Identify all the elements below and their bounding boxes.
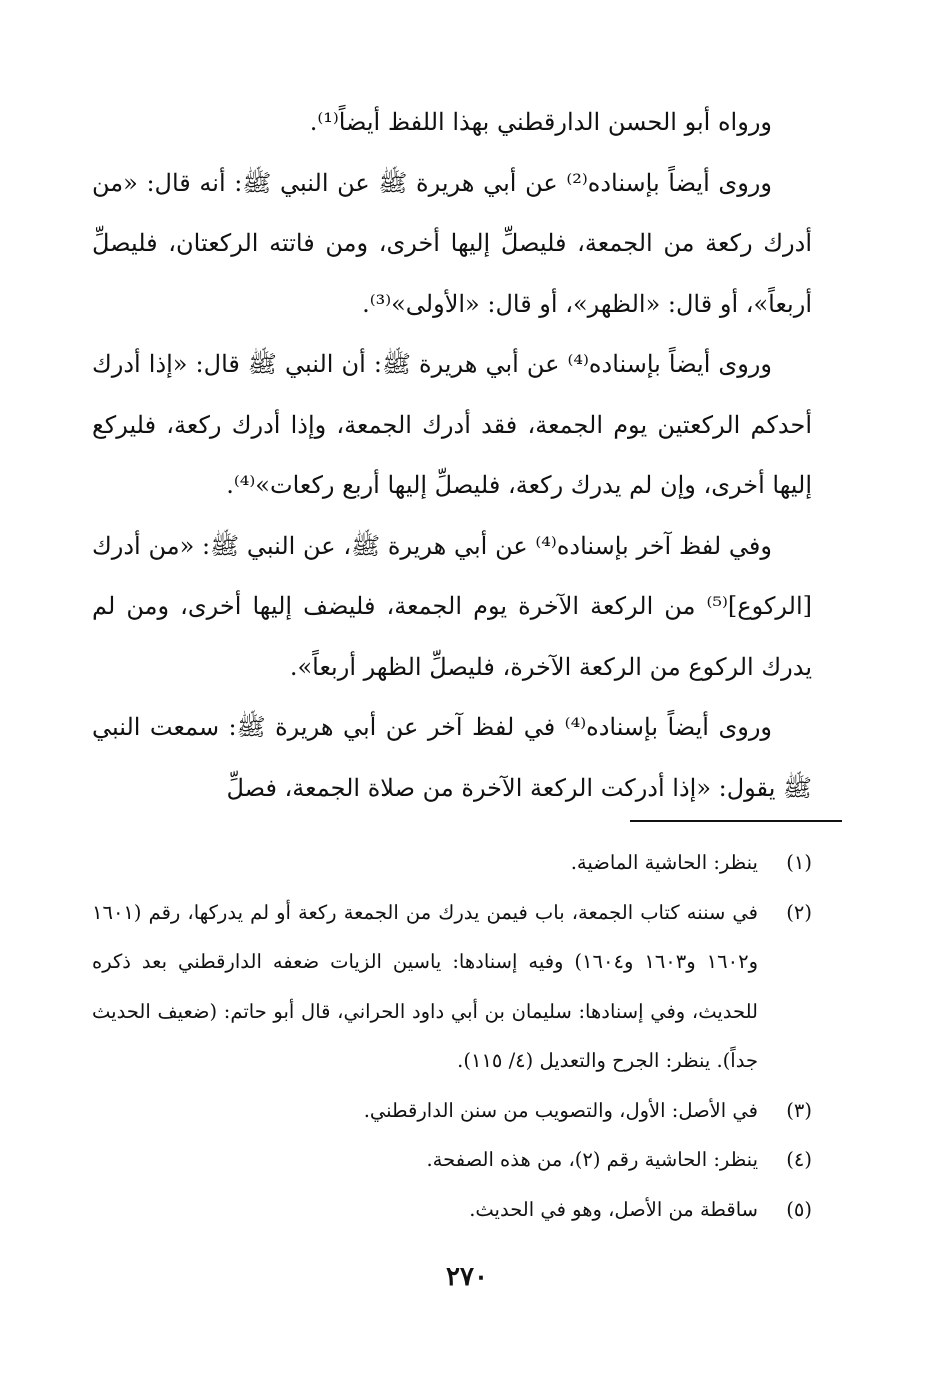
footnote-number: (٥) xyxy=(786,1197,812,1221)
paragraph-3: وروى أيضاً بإسناده⁽⁴⁾ عن أبي هريرة ﷺ: أن النبي ﷺ قال: «إذا أدرك أحدكم الركعتين يوم الجمعة، فقد أدرك الجمعة، وإذا أدرك ركعة، فليركع إليها أخرى، وإن لم يدرك ركعة، فليصلِّ إليها أربع ركعات»⁽⁴⁾. xyxy=(92,350,812,499)
footnote-number: (٤) xyxy=(786,1148,812,1171)
paragraph-1: ورواه أبو الحسن الدارقطني بهذا اللفظ أيضاً⁽¹⁾. xyxy=(309,108,772,136)
page-number: ٢٧٠ xyxy=(446,1262,488,1292)
footnote-text: ينظر: الحاشية رقم (٢)، من هذه الصفحة. xyxy=(426,1148,758,1171)
footnote-3 xyxy=(92,1086,812,1136)
footnote-text: ينظر: الحاشية الماضية. xyxy=(570,851,758,874)
footnote-number: (٣) xyxy=(786,1098,812,1122)
main-text xyxy=(92,92,812,818)
footnote-5 xyxy=(92,1185,812,1235)
paragraph-5: وروى أيضاً بإسناده⁽⁴⁾ في لفظ آخر عن أبي هريرة ﷺ: سمعت النبي ﷺ يقول: «إذا أدركت الركعة الآخرة من صلاة الجمعة، فصلِّ xyxy=(92,713,812,802)
paragraph-4: وفي لفظ آخر بإسناده⁽⁴⁾ عن أبي هريرة ﷺ، عن النبي ﷺ: «من أدرك [الركوع]⁽⁵⁾ من الركعة الآخرة يوم الجمعة، فليضف إليها أخرى، ومن لم يدرك الركوع من الركعة الآخرة، فليصلِّ الظهر أربعاً». xyxy=(92,531,812,681)
footnote-text: ساقطة من الأصل، وهو في الحديث. xyxy=(469,1197,758,1221)
footnotes xyxy=(92,838,812,1234)
footnote-number: (١) xyxy=(786,851,812,874)
footnote-number: (٢) xyxy=(786,900,812,924)
footnote-4 xyxy=(92,1135,812,1185)
footnote-1 xyxy=(92,838,812,888)
footnote-text: في سننه كتاب الجمعة، باب فيمن يدرك من الجمعة ركعة أو لم يدركها، رقم (١٦٠١ و١٦٠٢ و١٦٠٣ و١٦٠٤) وفيه إسنادها: ياسين الزيات ضعفه الدارقطني بعد ذكره للحديث، وفي إسنادها: سليمان بن أبي داود الحراني، قال أبو حاتم: (ضعيف الحديث جداً). ينظر: الجرح والتعديل (٤/ ١١٥). xyxy=(92,900,758,1072)
footnote-separator xyxy=(630,820,842,822)
footnote-text: في الأصل: الأول، والتصويب من سنن الدارقطني. xyxy=(363,1098,758,1122)
paragraph-2: وروى أيضاً بإسناده⁽²⁾ عن أبي هريرة ﷺ عن النبي ﷺ: أنه قال: «من أدرك ركعة من الجمعة، فليصلِّ إليها أخرى، ومن فاتته الركعتان، فليصلِّ أربعاً»، أو قال: «الظهر»، أو قال: «الأولى»⁽³⁾. xyxy=(92,168,812,318)
footnote-2 xyxy=(92,888,812,1086)
